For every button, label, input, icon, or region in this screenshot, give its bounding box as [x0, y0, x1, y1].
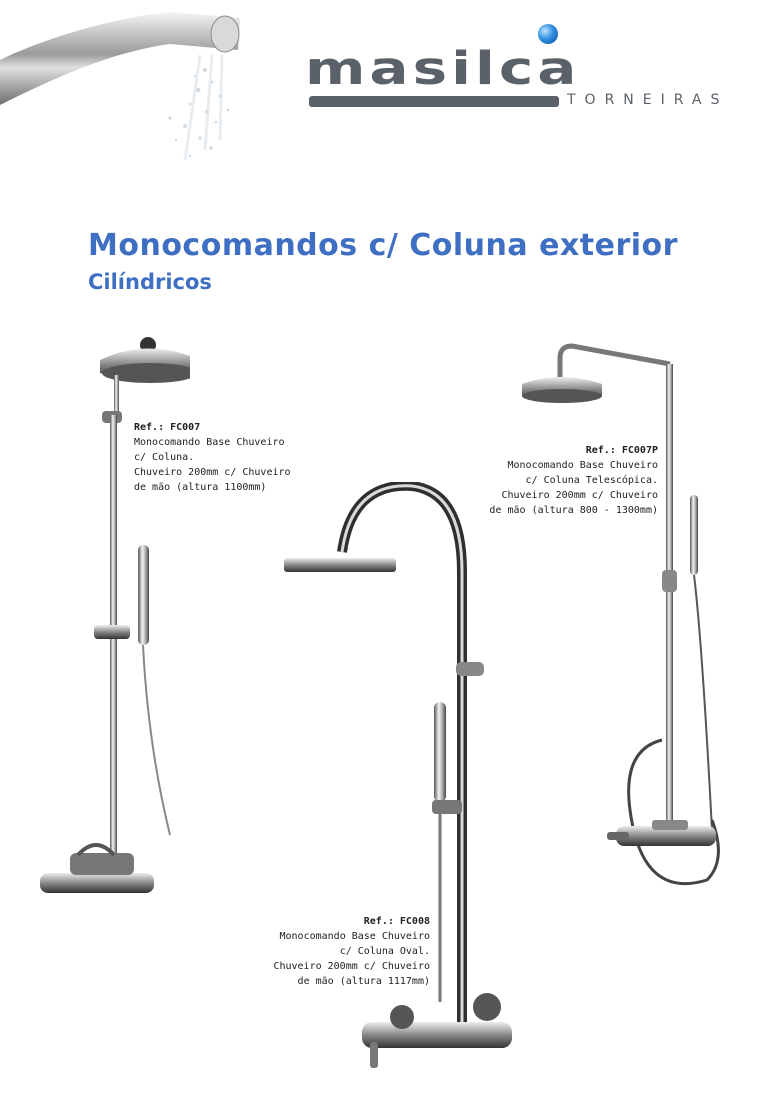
- product-desc-line: Monocomando Base Chuveiro: [279, 931, 430, 942]
- product-caption-fc007p: [480, 443, 658, 518]
- product-desc-line: c/ Coluna.: [134, 452, 195, 463]
- product-desc-line: c/ Coluna Oval.: [339, 946, 430, 957]
- page-title: Monocomandos c/ Coluna exterior: [88, 228, 678, 263]
- product-desc-line: Chuveiro 200mm c/ Chuveiro: [134, 467, 291, 478]
- logo-tagline: TORNEIRAS: [567, 92, 729, 108]
- product-ref: Ref.: FC007P: [585, 445, 658, 456]
- product-desc-line: de mão (altura 1100mm): [134, 482, 267, 493]
- product-desc-line: Monocomando Base Chuveiro: [507, 460, 658, 471]
- faucet-water-image: [0, 0, 260, 170]
- product-image-fc007: [30, 325, 190, 905]
- logo-wordmark: masilca: [305, 42, 581, 96]
- logo-dot: [538, 24, 558, 44]
- product-image-fc007p: [512, 340, 732, 900]
- product-ref: Ref.: FC008: [363, 916, 430, 927]
- product-desc-line: Chuveiro 200mm c/ Chuveiro: [273, 961, 430, 972]
- brand-logo: [305, 22, 755, 117]
- product-desc-line: de mão (altura 1117mm): [297, 976, 430, 987]
- product-desc-line: Chuveiro 200mm c/ Chuveiro: [501, 490, 658, 501]
- product-caption-fc008: [250, 914, 430, 989]
- product-image-fc008: [282, 482, 522, 1082]
- page-subtitle: Cilíndricos: [88, 270, 212, 294]
- product-desc-line: de mão (altura 800 - 1300mm): [489, 505, 658, 516]
- product-desc-line: Monocomando Base Chuveiro: [134, 437, 285, 448]
- product-ref: Ref.: FC007: [134, 422, 201, 433]
- product-desc-line: c/ Coluna Telescópica.: [525, 475, 658, 486]
- product-caption-fc007: [134, 420, 291, 495]
- logo-bar: [309, 96, 559, 107]
